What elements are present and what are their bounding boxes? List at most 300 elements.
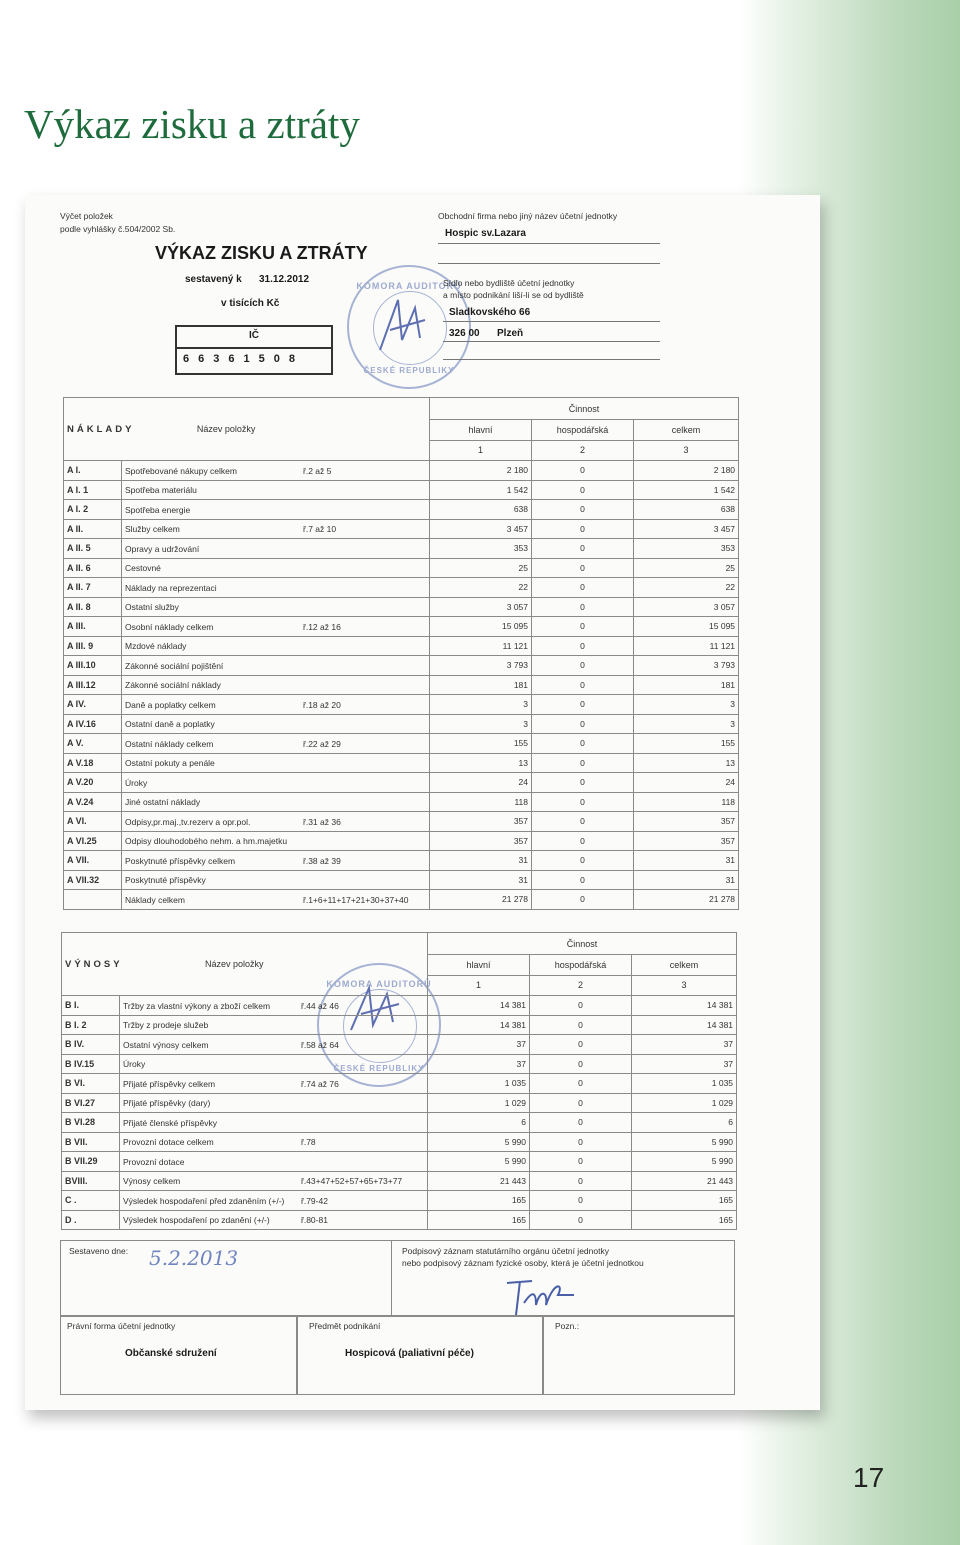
firm-label: Obchodní firma nebo jiný název účetní jednotky	[438, 211, 618, 221]
cost-row-code: A IV.	[64, 695, 122, 715]
cost-row-main: 353	[430, 539, 532, 559]
cost-row	[64, 773, 739, 793]
cost-row	[64, 519, 739, 539]
revenue-row-name: Provozní dotace	[123, 1156, 185, 1167]
revenue-row-main: 5 990	[428, 1132, 530, 1152]
cost-row-name: Spotřeba materiálu	[125, 485, 197, 496]
revenue-row-code: B VII.	[62, 1132, 120, 1152]
revenue-row-code: B VI.28	[62, 1113, 120, 1133]
cost-row-total: 15 095	[634, 617, 739, 637]
cost-row-name: Ostatní náklady celkem	[125, 738, 214, 749]
note-box	[542, 1315, 735, 1395]
cost-row-main: 13	[430, 753, 532, 773]
auditor-signature	[370, 290, 440, 360]
cost-row-name-cell	[122, 851, 430, 871]
stamp-ring-bottom: ČESKÉ REPUBLIKY	[363, 366, 455, 375]
rev-activity-header: Činnost	[428, 933, 737, 955]
cost-row-name-cell	[122, 831, 430, 851]
revenue-row-name: Výsledek hospodaření po zdanění (+/-)	[123, 1215, 270, 1226]
cost-row-main: 118	[430, 792, 532, 812]
ic-divider	[177, 347, 331, 349]
revenue-row-name-cell	[120, 1171, 428, 1191]
cost-row-name-cell	[122, 753, 430, 773]
cost-row-name-cell	[122, 519, 430, 539]
cost-row-name: Ostatní pokuty a penále	[125, 758, 215, 769]
cost-row-econ: 0	[532, 890, 634, 910]
revenue-row-main: 37	[428, 1035, 530, 1055]
cost-row-main: 3 057	[430, 597, 532, 617]
revenue-row-ref: ř.43+47+52+57+65+73+77	[301, 1176, 403, 1187]
cost-row-econ: 0	[532, 480, 634, 500]
revenue-row-econ: 0	[530, 1152, 632, 1172]
signature-label-2: nebo podpisový záznam fyzické osoby, která je účetní jednotkou	[402, 1258, 644, 1268]
legal-form: Občanské sdružení	[125, 1348, 217, 1359]
revenue-row-name: Přijaté příspěvky celkem	[123, 1078, 216, 1089]
cost-row-ref: ř.12 až 16	[303, 621, 341, 632]
cost-row-econ: 0	[532, 753, 634, 773]
cost-row-main: 181	[430, 675, 532, 695]
cost-row-total: 25	[634, 558, 739, 578]
cost-row-ref: ř.38 až 39	[303, 855, 341, 866]
costs-table	[63, 397, 739, 910]
rev-header-row-1	[62, 933, 737, 955]
cost-row-name: Odpisy,pr.maj.,tv.rezerv a opr.pol.	[125, 816, 251, 827]
cost-row-ref: ř.1+6+11+17+21+30+37+40	[303, 894, 409, 905]
revenues-table	[61, 932, 737, 1230]
stamp2-ring-bottom: ČESKÉ REPUBLIKY	[333, 1064, 425, 1073]
revenue-row-econ: 0	[530, 1074, 632, 1094]
revenue-row-name-cell	[120, 1093, 428, 1113]
cost-row	[64, 461, 739, 481]
revenue-row-total: 37	[632, 1054, 737, 1074]
cost-row-main: 3 457	[430, 519, 532, 539]
cost-row-code: A V.20	[64, 773, 122, 793]
ic-digits: 66361508	[183, 353, 304, 365]
compiled-date: 5.2.2013	[149, 1246, 239, 1270]
cost-row-ref: ř.22 až 29	[303, 738, 341, 749]
revenue-row-code: B IV.15	[62, 1054, 120, 1074]
compiled-box	[60, 1240, 392, 1317]
revenue-row-econ: 0	[530, 1054, 632, 1074]
cost-row-total: 118	[634, 792, 739, 812]
costs-colnum-1: 1	[430, 440, 532, 460]
cost-row-name: Cestovné	[125, 563, 161, 574]
cost-row-name-cell	[122, 597, 430, 617]
cost-row-name: Jiné ostatní náklady	[125, 797, 201, 808]
cost-row-econ: 0	[532, 578, 634, 598]
cost-row-econ: 0	[532, 656, 634, 676]
cost-row	[64, 870, 739, 890]
cost-row-econ: 0	[532, 675, 634, 695]
cost-row-main: 155	[430, 734, 532, 754]
rev-name-header: Název položky	[204, 958, 264, 969]
cost-row-name: Osobní náklady celkem	[125, 621, 214, 632]
scanned-document	[25, 195, 820, 1410]
cost-row-econ: 0	[532, 500, 634, 520]
revenue-row-code: B VI.	[62, 1074, 120, 1094]
cost-row-name: Spotřebované nákupy celkem	[125, 465, 237, 476]
cost-row	[64, 792, 739, 812]
revenue-row-main: 14 381	[428, 1015, 530, 1035]
revenue-row-total: 165	[632, 1210, 737, 1230]
cost-row-code: A I. 1	[64, 480, 122, 500]
cost-row-econ: 0	[532, 558, 634, 578]
as-of-label: sestavený k	[185, 274, 242, 285]
cost-row	[64, 890, 739, 910]
cost-row-main: 3	[430, 695, 532, 715]
cost-row-econ: 0	[532, 831, 634, 851]
revenue-row-name: Úroky	[123, 1059, 146, 1070]
cost-row-total: 3 457	[634, 519, 739, 539]
cost-row-name: Odpisy dlouhodobého nehm. a hm.majetku	[125, 836, 288, 847]
cost-row-code: A III.12	[64, 675, 122, 695]
firm-underline-2	[438, 263, 660, 264]
cost-row	[64, 480, 739, 500]
cost-row-total: 31	[634, 851, 739, 871]
cost-row-code: A I.	[64, 461, 122, 481]
revenue-row-econ: 0	[530, 1015, 632, 1035]
address-underline-3	[443, 359, 660, 360]
cost-row-name-cell	[122, 617, 430, 637]
cost-row-name-cell	[122, 890, 430, 910]
decree-line-1: Výčet položek	[60, 211, 113, 221]
revenue-row-name: Provozní dotace celkem	[123, 1137, 214, 1148]
seat-label-1: Sídlo nebo bydliště účetní jednotky	[443, 278, 575, 288]
revenue-row-code: BVIII.	[62, 1171, 120, 1191]
cost-row-code: A III.	[64, 617, 122, 637]
revenue-row-name: Tržby z prodeje služeb	[123, 1020, 209, 1031]
cost-row-main: 1 542	[430, 480, 532, 500]
cost-row-econ: 0	[532, 597, 634, 617]
cost-row-code: A VII.	[64, 851, 122, 871]
revenue-row-main: 165	[428, 1191, 530, 1211]
page-title: Výkaz zisku a ztráty	[24, 101, 360, 147]
rev-colnum-2: 2	[530, 975, 632, 995]
cost-row-total: 3	[634, 695, 739, 715]
business: Hospicová (paliativní péče)	[345, 1348, 474, 1359]
cost-row-name-cell	[122, 695, 430, 715]
cost-row-main: 31	[430, 870, 532, 890]
cost-row-name: Ostatní daně a poplatky	[125, 719, 215, 730]
cost-row-main: 21 278	[430, 890, 532, 910]
rev-section-label: VÝNOSY	[65, 958, 123, 970]
cost-row-total: 2 180	[634, 461, 739, 481]
costs-colnum-3: 3	[634, 440, 739, 460]
costs-body	[64, 461, 739, 910]
revenue-row	[62, 996, 737, 1016]
note-label: Pozn.:	[555, 1321, 580, 1331]
revenue-row-ref: ř.44 až 46	[301, 1000, 339, 1011]
revenue-row-main: 1 035	[428, 1074, 530, 1094]
cost-row	[64, 851, 739, 871]
revenue-row-total: 1 035	[632, 1074, 737, 1094]
costs-header-cell	[64, 398, 430, 461]
cost-row-code: A VI.25	[64, 831, 122, 851]
firm-name: Hospic sv.Lazara	[445, 228, 526, 239]
cost-row	[64, 617, 739, 637]
revenue-row-name: Přijaté členské příspěvky	[123, 1117, 218, 1128]
cost-row	[64, 539, 739, 559]
zip: 326 00	[449, 328, 480, 339]
revenue-row-code: C .	[62, 1191, 120, 1211]
revenue-row-econ: 0	[530, 1113, 632, 1133]
revenue-row	[62, 1210, 737, 1230]
cost-row-total: 3 057	[634, 597, 739, 617]
costs-activity-header: Činnost	[430, 398, 739, 420]
revenue-row	[62, 1015, 737, 1035]
revenue-row-total: 165	[632, 1191, 737, 1211]
revenue-row-total: 37	[632, 1035, 737, 1055]
revenue-row-name-cell	[120, 1074, 428, 1094]
cost-row	[64, 656, 739, 676]
statutory-signature	[502, 1273, 592, 1318]
cost-row-main: 2 180	[430, 461, 532, 481]
cost-row-code: A II. 5	[64, 539, 122, 559]
revenue-row-total: 6	[632, 1113, 737, 1133]
revenue-row-code: B VII.29	[62, 1152, 120, 1172]
cost-row-total: 11 121	[634, 636, 739, 656]
cost-row	[64, 636, 739, 656]
cost-row-main: 3 793	[430, 656, 532, 676]
cost-row-total: 3	[634, 714, 739, 734]
cost-row-name: Úroky	[125, 777, 148, 788]
revenue-row-code: B VI.27	[62, 1093, 120, 1113]
cost-row-code: A V.24	[64, 792, 122, 812]
cost-row-name: Služby celkem	[125, 524, 180, 535]
signature-label-1: Podpisový záznam statutárního orgánu účetní jednotky	[402, 1246, 609, 1256]
cost-row-econ: 0	[532, 714, 634, 734]
cost-row	[64, 695, 739, 715]
cost-row-total: 181	[634, 675, 739, 695]
cost-row-name-cell	[122, 656, 430, 676]
revenue-row-name-cell	[120, 996, 428, 1016]
revenue-row-name-cell	[120, 1113, 428, 1133]
cost-row-name: Náklady celkem	[125, 894, 185, 905]
costs-col-main: hlavní	[430, 420, 532, 440]
cost-row-main: 357	[430, 812, 532, 832]
revenue-row	[62, 1132, 737, 1152]
revenue-row-name-cell	[120, 1132, 428, 1152]
cost-row-econ: 0	[532, 539, 634, 559]
cost-row	[64, 714, 739, 734]
cost-row-ref: ř.2 až 5	[303, 465, 332, 476]
cost-row-econ: 0	[532, 870, 634, 890]
revenue-row-total: 14 381	[632, 996, 737, 1016]
cost-row-name: Opravy a udržování	[125, 543, 200, 554]
cost-row-name: Daně a poplatky celkem	[125, 699, 216, 710]
cost-row-name: Spotřeba energie	[125, 504, 191, 515]
revenue-row-ref: ř.78	[301, 1137, 316, 1148]
revenue-row-main: 14 381	[428, 996, 530, 1016]
revenue-row-ref: ř.74 až 76	[301, 1078, 339, 1089]
cost-row-code: A VI.	[64, 812, 122, 832]
cost-row-name-cell	[122, 675, 430, 695]
cost-row-main: 25	[430, 558, 532, 578]
cost-row-ref: ř.7 až 10	[303, 524, 337, 535]
cost-row	[64, 558, 739, 578]
cost-row-code: A V.18	[64, 753, 122, 773]
cost-row-name-cell	[122, 870, 430, 890]
stamp2-ring-top: KOMORA AUDITORŮ	[326, 979, 432, 989]
cost-row-total: 353	[634, 539, 739, 559]
cost-row-name-cell	[122, 558, 430, 578]
revenue-row-name: Ostatní výnosy celkem	[123, 1039, 209, 1050]
cost-row-name-cell	[122, 500, 430, 520]
cost-row-code: A III. 9	[64, 636, 122, 656]
cost-row	[64, 597, 739, 617]
revenue-row-name-cell	[120, 1035, 428, 1055]
cost-row-total: 155	[634, 734, 739, 754]
cost-row-name: Ostatní služby	[125, 602, 179, 613]
revenue-row-main: 37	[428, 1054, 530, 1074]
cost-row	[64, 734, 739, 754]
costs-section-label: NÁKLADY	[67, 423, 135, 435]
cost-row-code: A V.	[64, 734, 122, 754]
cost-row-econ: 0	[532, 461, 634, 481]
cost-row-name-cell	[122, 792, 430, 812]
cost-row-name: Zákonné sociální pojištění	[125, 660, 224, 671]
revenue-row-name-cell	[120, 1054, 428, 1074]
cost-row-code: A III.10	[64, 656, 122, 676]
rev-col-econ: hospodářská	[530, 955, 632, 975]
cost-row	[64, 500, 739, 520]
cost-row-code: A IV.16	[64, 714, 122, 734]
cost-row-code: A II. 7	[64, 578, 122, 598]
cost-row-name-cell	[122, 461, 430, 481]
revenue-row-name: Tržby za vlastní výkony a zboží celkem	[123, 1000, 271, 1011]
revenue-row-name: Výnosy celkem	[123, 1176, 181, 1187]
cost-row-code: A VII.32	[64, 870, 122, 890]
revenue-row-econ: 0	[530, 1035, 632, 1055]
revenues-body	[62, 996, 737, 1230]
revenue-row-name-cell	[120, 1210, 428, 1230]
cost-row-total: 31	[634, 870, 739, 890]
cost-row-main: 11 121	[430, 636, 532, 656]
stamp-ring-top: KOMORA AUDITORŮ	[356, 281, 462, 291]
revenue-row-ref: ř.79-42	[301, 1195, 328, 1206]
costs-name-header: Název položky	[196, 423, 256, 434]
revenue-row-name: Přijaté příspěvky (dary)	[123, 1098, 211, 1109]
cost-row-name-cell	[122, 773, 430, 793]
revenue-row-code: D .	[62, 1210, 120, 1230]
revenue-row-econ: 0	[530, 1191, 632, 1211]
cost-row	[64, 675, 739, 695]
revenue-row-name-cell	[120, 1152, 428, 1172]
cost-row-total: 24	[634, 773, 739, 793]
business-label: Předmět podnikání	[309, 1321, 381, 1331]
revenue-row	[62, 1171, 737, 1191]
revenue-row	[62, 1113, 737, 1133]
cost-row-total: 21 278	[634, 890, 739, 910]
cost-row-econ: 0	[532, 851, 634, 871]
cost-row-main: 638	[430, 500, 532, 520]
cost-row-name: Náklady na reprezentaci	[125, 582, 217, 593]
revenue-row-total: 21 443	[632, 1171, 737, 1191]
cost-row-econ: 0	[532, 773, 634, 793]
cost-row-code: A II.	[64, 519, 122, 539]
revenue-row-main: 1 029	[428, 1093, 530, 1113]
cost-row-code: A II. 8	[64, 597, 122, 617]
cost-row-total: 357	[634, 831, 739, 851]
cost-row-main: 22	[430, 578, 532, 598]
legal-form-box	[60, 1315, 298, 1395]
revenue-row-total: 5 990	[632, 1152, 737, 1172]
legal-form-label: Právní forma účetní jednotky	[67, 1321, 176, 1331]
cost-row	[64, 831, 739, 851]
revenue-row	[62, 1035, 737, 1055]
cost-row-total: 357	[634, 812, 739, 832]
revenue-row-econ: 0	[530, 1132, 632, 1152]
rev-col-total: celkem	[632, 955, 737, 975]
cost-row-name: Zákonné sociální náklady	[125, 680, 221, 691]
rev-header-cell	[62, 933, 428, 996]
costs-header-row-1	[64, 398, 739, 420]
cost-row-name-cell	[122, 714, 430, 734]
cost-row-name: Poskytnuté příspěvky celkem	[125, 855, 236, 866]
cost-row-main: 3	[430, 714, 532, 734]
revenue-row-econ: 0	[530, 1171, 632, 1191]
cost-row-main: 357	[430, 831, 532, 851]
revenue-row-econ: 0	[530, 996, 632, 1016]
revenue-row-ref: ř.58 až 64	[301, 1039, 339, 1050]
city: Plzeň	[497, 328, 524, 339]
page-number: 17	[853, 1462, 885, 1493]
revenue-row-ref: ř.80-81	[301, 1215, 328, 1226]
decree-line-2: podle vyhlášky č.504/2002 Sb.	[60, 224, 176, 234]
revenue-row-code: B IV.	[62, 1035, 120, 1055]
rev-colnum-3: 3	[632, 975, 737, 995]
document-heading: VÝKAZ ZISKU A ZTRÁTY	[155, 243, 368, 263]
ic-box	[175, 325, 333, 375]
cost-row-code: A I. 2	[64, 500, 122, 520]
cost-row-econ: 0	[532, 617, 634, 637]
cost-row-name-cell	[122, 812, 430, 832]
revenue-row-code: B I. 2	[62, 1015, 120, 1035]
revenue-row-main: 6	[428, 1113, 530, 1133]
cost-row-name-cell	[122, 578, 430, 598]
revenue-row-total: 14 381	[632, 1015, 737, 1035]
revenue-row-name-cell	[120, 1191, 428, 1211]
cost-row	[64, 578, 739, 598]
revenue-row-econ: 0	[530, 1093, 632, 1113]
revenue-row-main: 5 990	[428, 1152, 530, 1172]
cost-row-ref: ř.31 až 36	[303, 816, 341, 827]
cost-row-main: 15 095	[430, 617, 532, 637]
cost-row	[64, 753, 739, 773]
city-underline	[443, 341, 660, 342]
revenue-row-total: 5 990	[632, 1132, 737, 1152]
cost-row-total: 638	[634, 500, 739, 520]
costs-col-econ: hospodářská	[532, 420, 634, 440]
signature-box	[391, 1240, 735, 1317]
rev-col-main: hlavní	[428, 955, 530, 975]
revenue-row-econ: 0	[530, 1210, 632, 1230]
cost-row-ref: ř.18 až 20	[303, 699, 341, 710]
revenue-row	[62, 1191, 737, 1211]
cost-row-total: 3 793	[634, 656, 739, 676]
cost-row-econ: 0	[532, 519, 634, 539]
cost-row-econ: 0	[532, 734, 634, 754]
cost-row-name-cell	[122, 480, 430, 500]
cost-row	[64, 812, 739, 832]
as-of-date: 31.12.2012	[259, 274, 310, 285]
firm-underline	[438, 243, 660, 244]
compiled-label: Sestaveno dne:	[69, 1246, 129, 1256]
cost-row-econ: 0	[532, 695, 634, 715]
cost-row-name-cell	[122, 539, 430, 559]
revenue-row-total: 1 029	[632, 1093, 737, 1113]
cost-row-total: 13	[634, 753, 739, 773]
